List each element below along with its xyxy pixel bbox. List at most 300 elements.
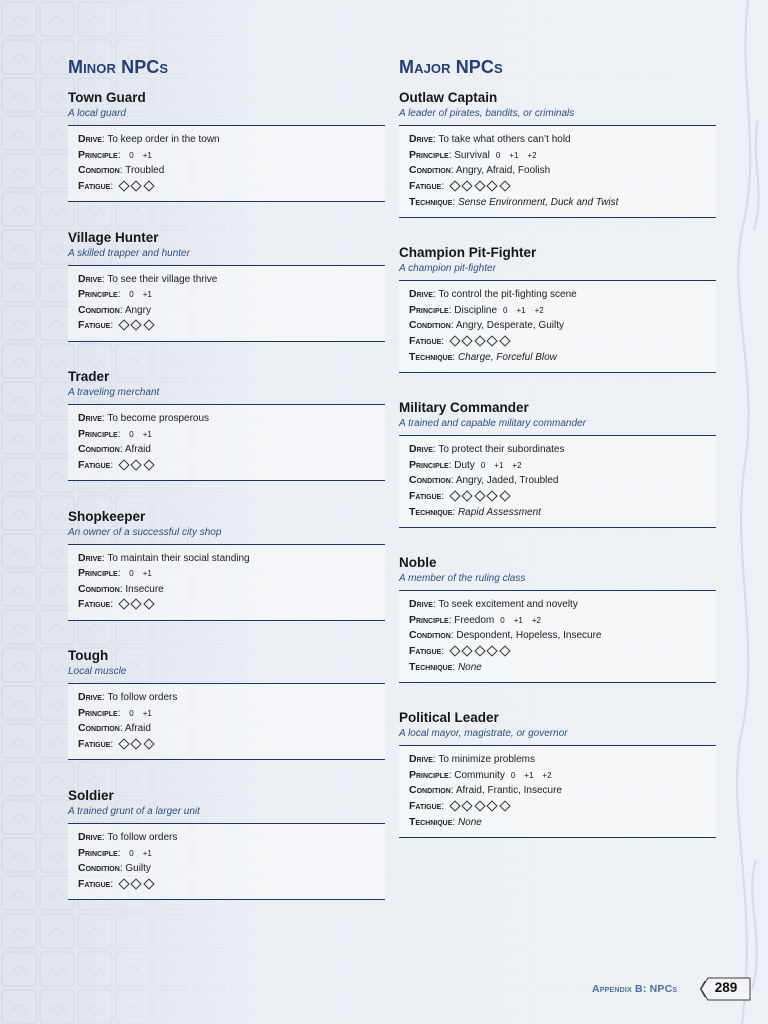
principle-label: Principle <box>78 148 118 161</box>
drive-line <box>409 287 716 303</box>
fatigue-diamond-icon <box>499 800 510 811</box>
npc-name: Soldier <box>68 788 114 803</box>
drive-colon: : <box>432 754 439 765</box>
fatigue-line <box>78 597 385 614</box>
fatigue-diamond-icon <box>499 490 510 501</box>
fatigue-diamond-icon <box>474 800 485 811</box>
fatigue-line <box>78 737 385 754</box>
drive-value: To minimize problems <box>438 754 536 765</box>
fatigue-line <box>409 799 716 816</box>
fatigue-diamond-icon <box>143 878 154 889</box>
major-npcs-column <box>399 56 716 828</box>
drive-line <box>78 551 385 567</box>
drive-colon: : <box>432 599 439 610</box>
principle-level: +1 <box>494 460 504 470</box>
fatigue-colon: : <box>441 490 447 502</box>
npc-name: Champion Pit-Fighter <box>399 245 537 260</box>
fatigue-track <box>118 738 156 754</box>
technique-line <box>409 195 716 211</box>
npc-stat-block <box>68 823 385 900</box>
principle-value: Duty <box>454 459 475 471</box>
drive-label: Drive <box>78 272 102 285</box>
fatigue-track <box>449 490 512 506</box>
fatigue-diamond-icon <box>131 319 142 330</box>
drive-value: To control the pit-fighting scene <box>438 289 577 300</box>
fatigue-line <box>409 489 716 506</box>
npc-description: A member of the ruling class <box>399 573 526 584</box>
drive-line <box>78 132 385 148</box>
drive-label: Drive <box>78 831 102 843</box>
npc-entry <box>68 369 385 481</box>
drive-line <box>409 442 716 458</box>
npc-description: A local mayor, magistrate, or governor <box>399 728 568 739</box>
technique-value: None <box>457 817 482 828</box>
condition-line <box>78 163 385 179</box>
condition-colon: : <box>119 583 126 595</box>
fatigue-colon: : <box>110 599 116 611</box>
npc-entry <box>68 90 385 202</box>
condition-value: Troubled <box>125 165 165 176</box>
npc-description: A trained and capable military commander <box>399 418 586 429</box>
fatigue-colon: : <box>110 878 116 890</box>
npc-name: Trader <box>68 369 110 385</box>
npc-stat-block <box>399 435 716 528</box>
fatigue-colon: : <box>441 800 447 812</box>
fatigue-diamond-icon <box>131 599 142 610</box>
principle-value: Community <box>454 769 505 781</box>
drive-colon: : <box>432 289 439 300</box>
principle-label: Principle <box>409 303 449 316</box>
principle-level: +2 <box>534 305 544 315</box>
fatigue-diamond-icon <box>487 645 498 656</box>
principle-level: +1 <box>524 770 534 780</box>
technique-value: Sense Environment, Duck and Twist <box>457 197 619 208</box>
principle-line <box>78 287 385 303</box>
npc-stat-block <box>399 125 716 218</box>
npc-entry <box>399 710 716 838</box>
drive-label: Drive <box>78 412 102 425</box>
condition-value: Guilty <box>125 863 151 874</box>
fatigue-line <box>409 334 716 351</box>
fatigue-label: Fatigue <box>78 179 111 192</box>
npc-entry <box>399 245 716 373</box>
drive-line <box>409 132 716 148</box>
fatigue-diamond-icon <box>131 180 142 191</box>
principle-line <box>78 566 385 582</box>
fatigue-diamond-icon <box>449 490 460 501</box>
principle-line <box>78 706 385 722</box>
principle-line <box>409 303 716 319</box>
drive-value: To follow orders <box>107 692 178 704</box>
principle-colon: : <box>448 614 455 626</box>
fatigue-label: Fatigue <box>409 799 442 812</box>
drive-label: Drive <box>409 598 433 610</box>
condition-line <box>78 721 385 737</box>
principle-level: 0 <box>500 615 505 625</box>
fatigue-line <box>78 318 385 335</box>
principle-level: 0 <box>129 708 134 718</box>
npc-description: A champion pit-fighter <box>399 263 496 274</box>
fatigue-diamond-icon <box>487 180 498 191</box>
principle-level: 0 <box>129 150 134 160</box>
fatigue-track <box>118 459 156 475</box>
principle-colon: : <box>117 149 124 161</box>
condition-label: Condition <box>409 319 451 331</box>
principle-colon: : <box>448 459 455 471</box>
drive-line <box>78 411 385 427</box>
fatigue-diamond-icon <box>474 335 485 346</box>
drive-colon: : <box>101 832 108 843</box>
npc-entry <box>399 90 716 218</box>
condition-line <box>409 628 716 644</box>
drive-label: Drive <box>409 753 433 765</box>
principle-label: Principle <box>78 567 118 580</box>
npc-description: A local guard <box>68 108 126 119</box>
npc-stat-block <box>68 683 385 760</box>
principle-level: 0 <box>503 305 508 315</box>
fatigue-diamond-icon <box>462 490 473 501</box>
principle-level: +2 <box>542 770 552 780</box>
principle-label: Principle <box>409 613 449 626</box>
condition-value: Despondent, Hopeless, Insecure <box>456 630 602 641</box>
condition-colon: : <box>450 630 457 641</box>
fatigue-colon: : <box>441 180 447 192</box>
fatigue-label: Fatigue <box>409 489 442 502</box>
condition-colon: : <box>450 475 456 486</box>
fatigue-diamond-icon <box>499 180 510 191</box>
fatigue-colon: : <box>441 335 447 347</box>
drive-label: Drive <box>409 443 433 455</box>
drive-label: Drive <box>78 691 102 704</box>
drive-colon: : <box>432 444 439 455</box>
principle-level: 0 <box>129 290 134 300</box>
technique-line <box>409 815 716 831</box>
fatigue-line <box>409 179 716 196</box>
fatigue-label: Fatigue <box>78 598 111 611</box>
principle-label: Principle <box>78 706 118 719</box>
principle-line <box>78 846 385 862</box>
npc-stat-block <box>399 745 716 838</box>
principle-level: +1 <box>142 150 152 160</box>
npc-name: Outlaw Captain <box>399 90 498 105</box>
principle-colon: : <box>117 568 124 580</box>
fatigue-track <box>449 645 512 661</box>
principle-colon: : <box>448 149 455 161</box>
fatigue-diamond-icon <box>143 599 154 610</box>
minor-npcs-heading: Minor NPCs <box>68 57 169 77</box>
principle-level: 0 <box>510 770 516 780</box>
principle-line <box>78 148 385 164</box>
principle-level: +2 <box>531 615 541 625</box>
principle-level: 0 <box>480 460 486 470</box>
principle-colon: : <box>117 289 124 301</box>
drive-value: To become prosperous <box>107 413 210 425</box>
fatigue-track <box>449 800 512 816</box>
drive-line <box>78 690 385 706</box>
fatigue-diamond-icon <box>474 490 485 501</box>
drive-colon: : <box>432 134 439 145</box>
fatigue-track <box>118 598 156 614</box>
drive-value: To keep order in the town <box>107 134 220 145</box>
principle-level: +2 <box>527 150 537 160</box>
fatigue-diamond-icon <box>131 459 142 470</box>
principle-level: 0 <box>129 569 134 579</box>
drive-line <box>409 752 716 768</box>
npc-entry <box>68 230 385 342</box>
fatigue-diamond-icon <box>499 645 510 656</box>
technique-line <box>409 350 716 366</box>
condition-line <box>78 582 385 598</box>
condition-label: Condition <box>78 582 120 595</box>
condition-line <box>78 303 385 319</box>
technique-value: Rapid Assessment <box>457 507 541 518</box>
condition-line <box>78 442 385 458</box>
npc-entry <box>399 400 716 528</box>
fatigue-diamond-icon <box>462 180 473 191</box>
npc-description: Local muscle <box>68 666 127 678</box>
fatigue-diamond-icon <box>449 180 460 191</box>
fatigue-track <box>118 180 156 196</box>
fatigue-diamond-icon <box>118 459 129 470</box>
principle-line <box>409 148 716 164</box>
npc-name: Tough <box>68 648 109 664</box>
fatigue-diamond-icon <box>118 599 129 610</box>
fatigue-diamond-icon <box>449 645 460 656</box>
npc-stat-block <box>68 404 385 481</box>
fatigue-line <box>78 179 385 196</box>
technique-label: Technique <box>409 196 453 208</box>
drive-label: Drive <box>78 133 102 145</box>
drive-label: Drive <box>78 551 102 564</box>
technique-colon: : <box>452 662 458 673</box>
fatigue-diamond-icon <box>118 878 129 889</box>
fatigue-diamond-icon <box>131 738 142 749</box>
npc-entry <box>68 509 385 621</box>
fatigue-diamond-icon <box>143 319 154 330</box>
condition-line <box>409 473 716 489</box>
condition-value: Afraid <box>124 723 151 735</box>
condition-colon: : <box>119 723 125 735</box>
fatigue-label: Fatigue <box>78 458 111 471</box>
technique-value: None <box>457 662 482 673</box>
principle-colon: : <box>448 304 455 316</box>
principle-level: 0 <box>129 848 134 858</box>
fatigue-colon: : <box>110 738 116 750</box>
condition-value: Insecure <box>125 583 164 595</box>
npc-stat-block <box>399 280 716 373</box>
principle-level: +1 <box>142 708 152 718</box>
fatigue-track <box>118 878 156 894</box>
technique-value: Charge, Forceful Blow <box>457 352 557 363</box>
principle-colon: : <box>117 428 124 440</box>
principle-colon: : <box>117 707 124 719</box>
principle-label: Principle <box>409 458 449 471</box>
fatigue-diamond-icon <box>487 490 498 501</box>
principle-colon: : <box>448 769 455 781</box>
condition-line <box>409 318 716 334</box>
principle-level: +2 <box>512 460 522 470</box>
condition-label: Condition <box>409 474 451 486</box>
npc-name: Noble <box>399 555 437 570</box>
condition-label: Condition <box>78 443 120 456</box>
npc-entry <box>68 788 385 900</box>
npc-description: A leader of pirates, bandits, or criminals <box>399 108 575 119</box>
npc-description: A trained grunt of a larger unit <box>68 806 200 817</box>
condition-colon: : <box>450 785 456 796</box>
condition-label: Condition <box>78 164 120 176</box>
principle-label: Principle <box>409 768 449 781</box>
fatigue-diamond-icon <box>487 335 498 346</box>
principle-level: +1 <box>142 290 152 300</box>
fatigue-label: Fatigue <box>78 877 111 890</box>
drive-value: To protect their subordinates <box>438 444 565 455</box>
condition-value: Afraid <box>124 444 151 456</box>
principle-level: +1 <box>142 569 152 579</box>
technique-colon: : <box>452 507 458 518</box>
technique-line <box>409 505 716 521</box>
fatigue-track <box>449 335 512 351</box>
page-number: 289 <box>714 980 738 995</box>
fatigue-label: Fatigue <box>78 319 111 332</box>
principle-value: Survival <box>454 149 490 161</box>
drive-label: Drive <box>409 288 433 300</box>
fatigue-diamond-icon <box>449 335 460 346</box>
principle-line <box>78 427 385 443</box>
fatigue-diamond-icon <box>118 319 129 330</box>
principle-line <box>409 768 716 784</box>
technique-colon: : <box>452 817 458 828</box>
npc-description: An owner of a successful city shop <box>68 526 222 538</box>
principle-label: Principle <box>78 288 118 301</box>
fatigue-colon: : <box>441 645 447 657</box>
technique-colon: : <box>452 197 458 208</box>
npc-name: Shopkeeper <box>68 508 146 524</box>
fatigue-diamond-icon <box>462 800 473 811</box>
fatigue-diamond-icon <box>462 645 473 656</box>
condition-colon: : <box>450 320 456 331</box>
technique-label: Technique <box>409 661 453 673</box>
fatigue-colon: : <box>110 180 116 192</box>
fatigue-line <box>409 644 716 661</box>
principle-line <box>409 458 716 474</box>
fatigue-label: Fatigue <box>409 334 442 347</box>
fatigue-diamond-icon <box>474 645 485 656</box>
technique-label: Technique <box>409 351 453 363</box>
condition-line <box>78 861 385 877</box>
drive-colon: : <box>101 273 108 285</box>
npc-stat-block <box>68 265 385 342</box>
fatigue-diamond-icon <box>143 459 154 470</box>
technique-line <box>409 660 716 676</box>
principle-level: +1 <box>513 615 523 625</box>
principle-line <box>409 613 716 629</box>
principle-level: +1 <box>142 848 152 858</box>
principle-label: Principle <box>78 846 118 859</box>
principle-label: Principle <box>78 427 118 440</box>
condition-label: Condition <box>409 629 451 641</box>
fatigue-line <box>78 458 385 475</box>
fatigue-diamond-icon <box>449 800 460 811</box>
principle-level: 0 <box>495 150 501 160</box>
fatigue-diamond-icon <box>143 180 154 191</box>
drive-value: To follow orders <box>107 832 178 843</box>
fatigue-diamond-icon <box>487 800 498 811</box>
condition-colon: : <box>119 863 126 874</box>
condition-value: Angry, Afraid, Foolish <box>455 165 551 176</box>
condition-value: Angry, Desperate, Guilty <box>455 320 565 331</box>
drive-value: To take what others can’t hold <box>438 134 571 145</box>
fatigue-label: Fatigue <box>409 644 442 657</box>
principle-value: Freedom <box>454 614 495 626</box>
condition-line <box>409 783 716 799</box>
drive-label: Drive <box>409 133 433 145</box>
npc-entry <box>399 555 716 683</box>
npc-description: A traveling merchant <box>68 387 160 399</box>
fatigue-diamond-icon <box>462 335 473 346</box>
drive-colon: : <box>101 134 108 145</box>
fatigue-colon: : <box>110 459 116 471</box>
drive-colon: : <box>101 552 108 564</box>
npc-stat-block <box>399 590 716 683</box>
condition-label: Condition <box>409 784 451 796</box>
fatigue-track <box>118 319 156 335</box>
npc-stat-block <box>68 125 385 202</box>
drive-value: To seek excitement and novelty <box>438 599 578 610</box>
technique-label: Technique <box>409 506 453 518</box>
npc-name: Political Leader <box>399 710 499 725</box>
footer-section-label: Appendix B: NPCs <box>592 983 678 995</box>
fatigue-label: Fatigue <box>78 737 111 750</box>
drive-colon: : <box>101 413 108 425</box>
condition-label: Condition <box>78 303 120 316</box>
drive-value: To see their village thrive <box>107 273 218 285</box>
principle-label: Principle <box>409 148 449 161</box>
drive-colon: : <box>101 692 108 704</box>
technique-label: Technique <box>409 816 453 828</box>
condition-label: Condition <box>409 164 451 176</box>
fatigue-track <box>449 180 512 196</box>
npc-entry <box>68 648 385 760</box>
fatigue-diamond-icon <box>131 878 142 889</box>
principle-value: Discipline <box>454 304 498 316</box>
drive-value: To maintain their social standing <box>107 552 250 564</box>
principle-colon: : <box>117 847 124 859</box>
npc-description: A skilled trapper and hunter <box>68 247 190 259</box>
major-npcs-heading: Major NPCs <box>399 57 503 77</box>
npc-name: Military Commander <box>399 400 529 415</box>
condition-colon: : <box>119 165 126 176</box>
principle-level: +1 <box>509 150 519 160</box>
condition-line <box>409 163 716 179</box>
condition-colon: : <box>450 165 456 176</box>
condition-value: Angry, Jaded, Troubled <box>455 475 559 486</box>
fatigue-diamond-icon <box>474 180 485 191</box>
fatigue-diamond-icon <box>499 335 510 346</box>
condition-value: Afraid, Frantic, Insecure <box>455 785 562 796</box>
technique-colon: : <box>452 352 458 363</box>
fatigue-line <box>78 877 385 894</box>
fatigue-label: Fatigue <box>409 179 442 192</box>
fatigue-diamond-icon <box>143 738 154 749</box>
principle-level: 0 <box>129 429 134 439</box>
principle-level: +1 <box>516 305 526 315</box>
drive-line <box>409 597 716 613</box>
fatigue-diamond-icon <box>118 738 129 749</box>
condition-label: Condition <box>78 862 120 874</box>
condition-colon: : <box>119 304 125 316</box>
condition-value: Angry <box>124 304 151 316</box>
npc-name: Town Guard <box>68 90 146 105</box>
